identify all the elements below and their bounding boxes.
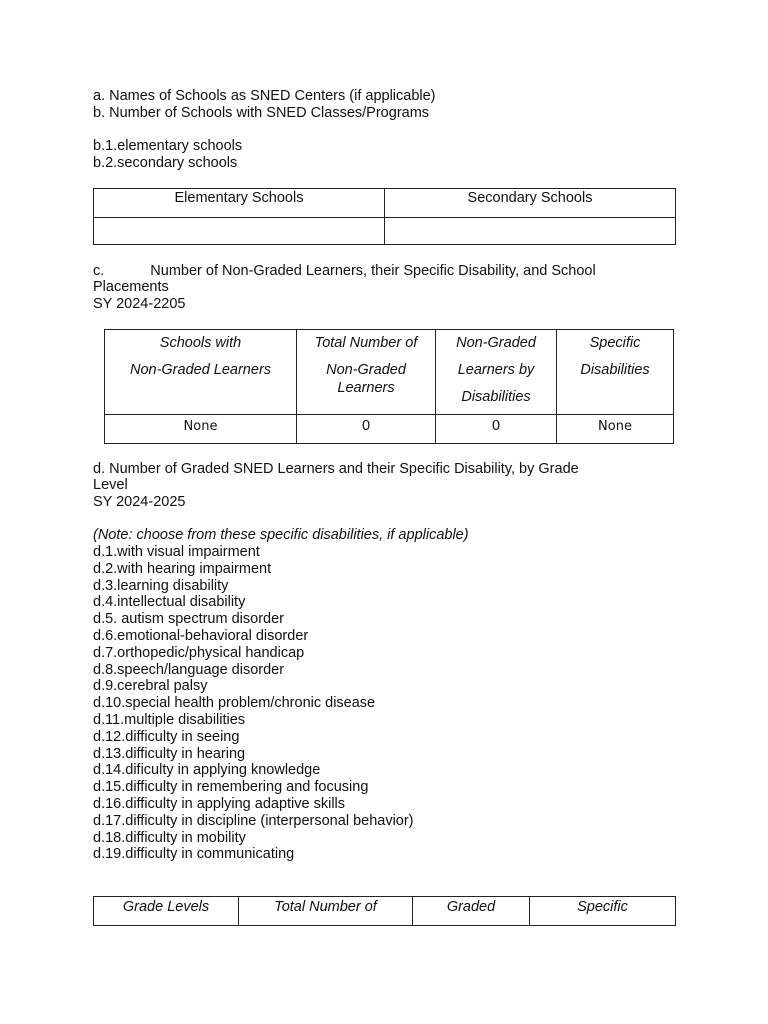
disability-item: d.18.difficulty in mobility xyxy=(93,829,246,846)
disability-item: d.3.learning disability xyxy=(93,577,229,594)
header-learners-by-disabilities xyxy=(436,330,557,415)
disability-item: d.12.difficulty in seeing xyxy=(93,728,240,745)
disability-item: d.17.difficulty in discipline (interpersonal behavior) xyxy=(93,812,414,829)
disability-item: d.14.dificulty in applying knowledge xyxy=(93,762,321,779)
disability-item: d.16.difficulty in applying adaptive skills xyxy=(93,796,346,812)
disability-item: d.10.special health problem/chronic disease xyxy=(93,695,376,712)
disability-item: d.19.difficulty in communicating xyxy=(93,846,295,863)
section-c-title-line2: Placements xyxy=(93,279,169,295)
section-c-title-text: Number of Non-Graded Learners, their Specific Disability, and School xyxy=(150,263,596,279)
cell-by-disabilities-value: 0 xyxy=(436,415,557,444)
header-graded: Graded xyxy=(413,897,530,926)
header-line: Non-Graded xyxy=(456,335,536,351)
cell-specific-value: None xyxy=(557,415,674,444)
disability-item: d.4.intellectual disability xyxy=(93,594,246,611)
cell-elementary-schools xyxy=(94,218,385,245)
header-total-number-non-graded xyxy=(297,330,436,415)
section-d-sy: SY 2024-2025 xyxy=(93,494,186,510)
disability-item: d.15.difficulty in remembering and focusing xyxy=(93,779,369,796)
disability-item: d.7.orthopedic/physical handicap xyxy=(93,644,305,661)
header-line: Learners by xyxy=(457,362,535,378)
disability-item: d.13.difficulty in hearing xyxy=(93,745,246,762)
cell-schools-value: None xyxy=(105,415,297,444)
disability-item: d.1.with visual impairment xyxy=(93,544,260,560)
section-d-title: d. Number of Graded SNED Learners and their Specific Disability, by Grade xyxy=(93,461,579,477)
header-line: Disabilities xyxy=(461,389,531,405)
header-total-number: Total Number of xyxy=(239,897,413,926)
cell-total-value: 0 xyxy=(297,415,436,444)
section-d-title-line2: Level xyxy=(93,477,128,493)
disability-item: d.6.emotional-behavioral disorder xyxy=(93,628,309,644)
non-graded-table xyxy=(104,329,674,444)
header-line: Disabilities xyxy=(580,362,650,378)
disability-item: d.11.multiple disabilities xyxy=(93,712,246,728)
section-c-title xyxy=(93,263,596,280)
header-schools-with-non-graded xyxy=(105,330,297,415)
disability-item: d.5. autism spectrum disorder xyxy=(93,611,284,628)
section-d-note: (Note: choose from these specific disabilities, if applicable) xyxy=(93,527,469,543)
disability-item: d.9.cerebral palsy xyxy=(93,678,208,695)
header-elementary-schools: Elementary Schools xyxy=(94,189,385,218)
section-c-sy: SY 2024-2205 xyxy=(93,296,186,312)
header-line: Learners xyxy=(337,380,395,396)
schools-table xyxy=(93,188,676,245)
header-specific-disabilities xyxy=(557,330,674,415)
item-b1: b.1.elementary schools xyxy=(93,138,243,154)
cell-secondary-schools xyxy=(385,218,676,245)
disability-item: d.2.with hearing impairment xyxy=(93,560,272,577)
header-line: Schools with xyxy=(159,335,242,351)
disability-item: d.8.speech/language disorder xyxy=(93,661,285,678)
item-b2: b.2.secondary schools xyxy=(93,155,238,171)
header-line: Non-Graded Learners xyxy=(129,362,272,378)
section-c-label: c. xyxy=(93,263,105,279)
header-specific: Specific xyxy=(530,897,676,926)
header-grade-levels: Grade Levels xyxy=(94,897,239,926)
item-b: b. Number of Schools with SNED Classes/Programs xyxy=(93,105,430,121)
header-line: Specific xyxy=(589,335,641,351)
item-a: a. Names of Schools as SNED Centers (if applicable) xyxy=(93,88,436,104)
graded-table xyxy=(93,896,676,926)
header-line: Total Number of xyxy=(314,335,418,351)
header-line: Non-Graded xyxy=(326,362,406,378)
header-secondary-schools: Secondary Schools xyxy=(385,189,676,218)
